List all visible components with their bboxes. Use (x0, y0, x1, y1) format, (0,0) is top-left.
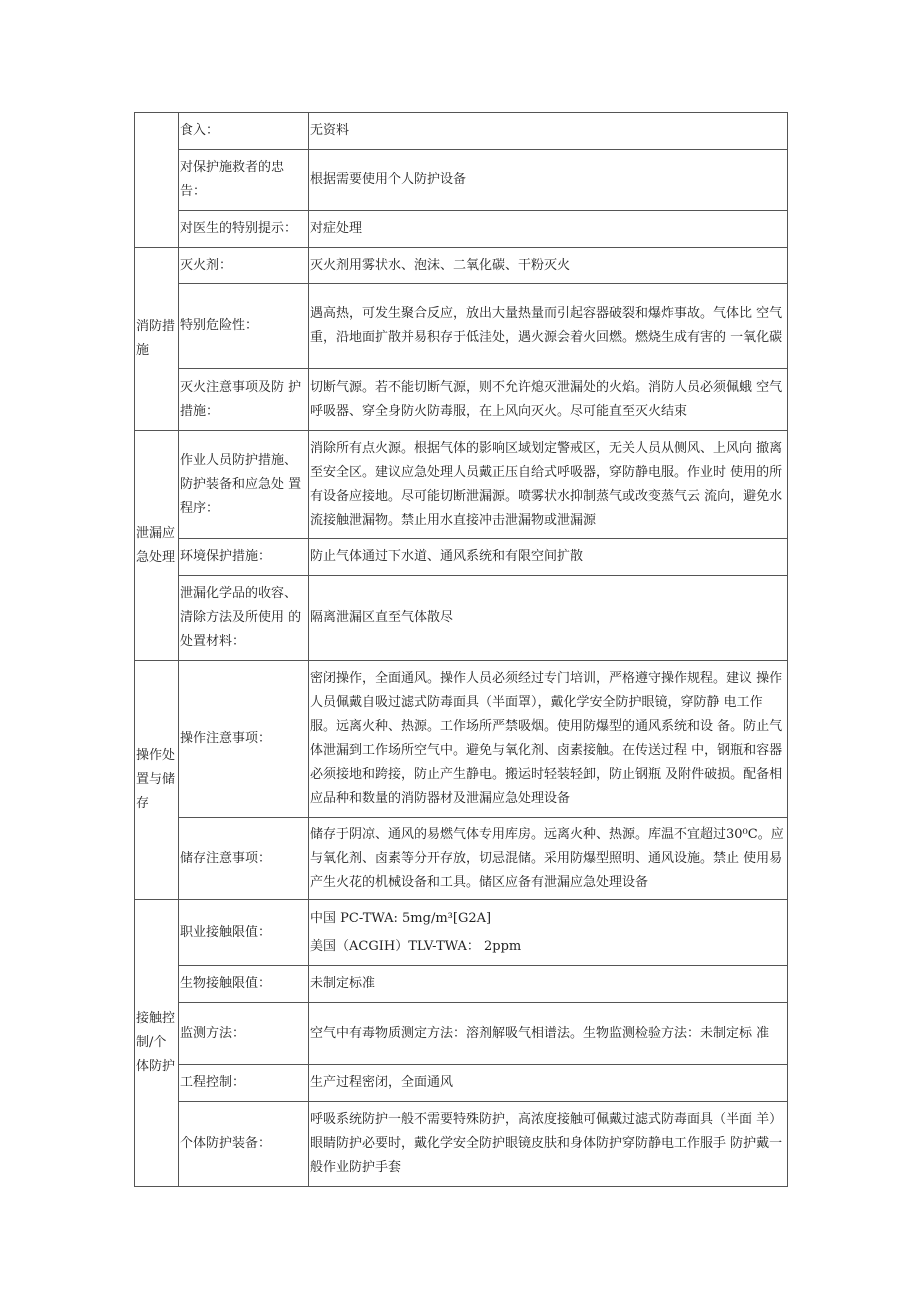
table-row (135, 1065, 788, 1102)
category-cell (135, 113, 179, 248)
table-row (135, 211, 788, 248)
table-row (135, 818, 788, 900)
row-value: 密闭操作，全面通风。操作人员必须经过专门培训，严格遵守操作规程。建议 操作人员佩戴自吸过滤式防毒面具（半面罩），戴化学安全防护眼镜，穿防静 电工作服。远离火种、热源。工作场所严禁吸烟。使用防爆型的通风系统和设 备。防止气体泄漏到工作场所空气中。避免与氧化剂、卤素接触。在传送过程 中，钢瓶和容器必须接地和跨接，防止产生静电。搬运时轻装轻卸，防止钢瓶 及附件破损。配备相应品种和数量的消防器材及泄漏应急处理设备 (309, 661, 788, 818)
table-row (135, 369, 788, 431)
row-label: 生物接触限值： (179, 966, 309, 1003)
table-row (135, 1102, 788, 1187)
row-value: 切断气源。若不能切断气源，则不允许熄灭泄漏处的火焰。消防人员必须佩蛾 空气呼吸器、穿全身防火防毒服，在上风向灭火。尽可能直至灭火结束 (309, 369, 788, 431)
row-label: 职业接触限值： (179, 900, 309, 966)
row-label: 个体防护装备： (179, 1102, 309, 1187)
table-row (135, 900, 788, 966)
row-value: 根据需要使用个人防护设备 (309, 150, 788, 211)
table-row (135, 150, 788, 211)
row-label: 泄漏化学品的收容、清除方法及所使用 的处置材料： (179, 576, 309, 661)
row-label: 工程控制： (179, 1065, 309, 1102)
category-cell: 泄漏应急处理 (135, 431, 179, 661)
row-value: 遇高热，可发生聚合反应，放出大量热量而引起容器破裂和爆炸事故。气体比 空气重，沿地面扩散并易积存于低洼处，遇火源会着火回燃。燃烧生成有害的 一氧化碳 (309, 284, 788, 369)
table-row (135, 661, 788, 818)
row-label: 食入： (179, 113, 309, 150)
us-limit: 美国（ACGIH）TLV-TWA： 2ppm (310, 938, 522, 954)
china-limit: 中国 PC-TWA: 5mg/m³[G2A] (310, 910, 492, 926)
table-row (135, 966, 788, 1003)
row-label: 操作注意事项： (179, 661, 309, 818)
table-row (135, 1003, 788, 1065)
table-row (135, 576, 788, 661)
row-value: 生产过程密闭，全面通风 (309, 1065, 788, 1102)
row-value: 隔离泄漏区直至气体散尽 (309, 576, 788, 661)
category-cell: 操作处置与储存 (135, 661, 179, 900)
table-row (135, 431, 788, 539)
row-label: 特别危险性： (179, 284, 309, 369)
row-value: 防止气体通过下水道、通风系统和有限空间扩散 (309, 539, 788, 576)
row-value: 消除所有点火源。根据气体的影响区域划定警戒区，无关人员从侧风、上风向 撤离至安全区。建议应急处理人员戴正压自给式呼吸器，穿防静电服。作业时 使用的所有设备应接地。尽可能切断泄漏源。喷雾状水抑制蒸气或改变蒸气云 流向，避免水流接触泄漏物。禁止用水直接冲击泄漏物或泄漏源 (309, 431, 788, 539)
table-row (135, 284, 788, 369)
table-row (135, 248, 788, 284)
row-value: 未制定标准 (309, 966, 788, 1003)
row-value: 呼吸系统防护一般不需要特殊防护，高浓度接触可佩戴过滤式防毒面具（半面 羊）眼睛防护必要时，戴化学安全防护眼镜皮肤和身体防护穿防静电工作服手 防护戴一般作业防护手套 (309, 1102, 788, 1187)
row-label: 环境保护措施： (179, 539, 309, 576)
category-cell: 消防措施 (135, 248, 179, 431)
row-value: 空气中有毒物质测定方法：溶剂解吸气相谱法。生物监测检验方法：未制定标 准 (309, 1003, 788, 1065)
row-value: 对症处理 (309, 211, 788, 248)
table-row (135, 539, 788, 576)
row-label: 作业人员防护措施、防护装备和应急处 置程序： (179, 431, 309, 539)
category-cell: 接触控制/个体防护 (135, 900, 179, 1187)
row-label: 监测方法： (179, 1003, 309, 1065)
row-label: 储存注意事项： (179, 818, 309, 900)
row-label: 对保护施救者的忠告： (179, 150, 309, 211)
row-value: 储存于阴凉、通风的易燃气体专用库房。远离火种、热源。库温不宜超过30⁰C。应与氧化剂、卤素等分开存放，切忌混储。采用防爆型照明、通风设施。禁止 使用易产生火花的机械设备和工具。储区应备有泄漏应急处理设备 (309, 818, 788, 900)
row-value (309, 900, 788, 966)
row-label: 灭火剂： (179, 248, 309, 284)
row-label: 灭火注意事项及防 护措施： (179, 369, 309, 431)
table-row (135, 113, 788, 150)
msds-table (134, 112, 788, 1187)
row-value: 灭火剂用雾状水、泡沫、二氧化碳、干粉灭火 (309, 248, 788, 284)
row-label: 对医生的特别提示： (179, 211, 309, 248)
row-value: 无资料 (309, 113, 788, 150)
